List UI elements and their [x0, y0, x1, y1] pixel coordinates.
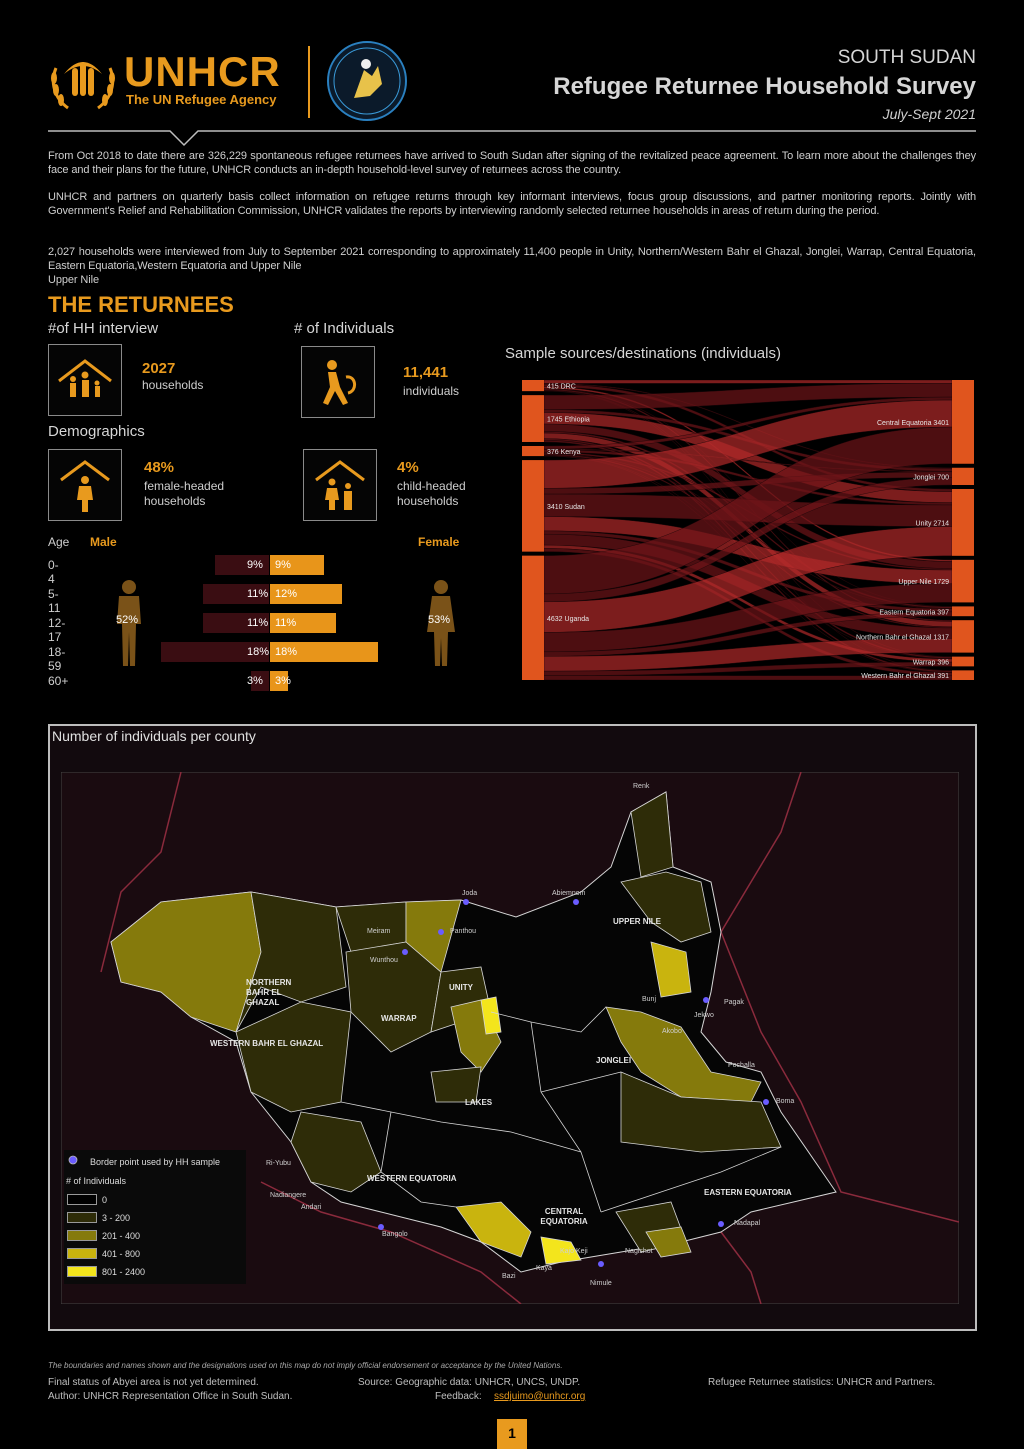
map-legend	[64, 1150, 246, 1284]
walking-person-icon	[302, 347, 374, 417]
pyramid-age-label: 0-4	[48, 558, 59, 586]
sankey-destination-node	[952, 657, 974, 667]
legend-item-label: 0	[102, 1195, 108, 1205]
unhcr-logo	[48, 48, 298, 118]
place-label: Pagak	[724, 999, 744, 1006]
place-label: Nimule	[590, 1280, 612, 1287]
region-label-jonglei: JONGLEI	[596, 1056, 632, 1065]
sankey-destination-node	[952, 468, 974, 485]
legend-border-label: Border point used by HH sample	[90, 1157, 221, 1167]
female-bar-label: 9%	[275, 559, 291, 571]
intro-paragraph-3b: Upper Nile	[48, 274, 99, 286]
legend-item-label: 401 - 800	[102, 1249, 141, 1259]
place-label: Nadiangere	[270, 1192, 307, 1199]
map-disclaimer: The boundaries and names shown and the designations used on this map do not imply official endorsement or acceptance by the United Nations.	[48, 1361, 563, 1370]
sankey-flow	[544, 380, 952, 383]
sankey-destination-node	[952, 489, 974, 556]
region-label-unity: UNITY	[449, 983, 473, 992]
place-label: Ri-Yubu	[266, 1160, 291, 1167]
place-label: Panthou	[450, 928, 477, 935]
female-bar-label: 12%	[275, 588, 298, 600]
sankey-source-label: 415 DRC	[547, 383, 576, 391]
place-label: Wunthou	[370, 957, 398, 964]
border-point-icon	[67, 1154, 79, 1166]
female-bar-label: 18%	[275, 646, 298, 658]
pyramid-age-label: 18-59	[48, 645, 66, 673]
partner-seal-icon	[326, 40, 408, 122]
feedback-label: Feedback:	[435, 1391, 482, 1402]
pyramid-male-heading: Male	[90, 535, 117, 549]
report-period: July-Sept 2021	[882, 106, 976, 122]
male-bar-label: 3%	[247, 675, 263, 687]
region-label-warrap: WARRAP	[381, 1014, 417, 1023]
male-bar-label: 18%	[247, 646, 270, 658]
male-bar-label: 11%	[247, 588, 269, 600]
female-house-icon	[49, 450, 121, 520]
place-label: Nadapal	[734, 1220, 761, 1227]
place-label: Bazi	[502, 1273, 516, 1280]
child-head-icon-box	[303, 449, 377, 521]
hh-count-label: households	[142, 378, 204, 392]
individuals-heading: # of Individuals	[294, 320, 395, 337]
legend-swatch	[67, 1212, 97, 1223]
demographics-heading: Demographics	[48, 423, 145, 440]
place-label: Akobo	[662, 1028, 682, 1035]
place-label: Joda	[462, 890, 478, 897]
header-divider	[308, 46, 310, 118]
child-headed-label-1: child-headed	[397, 479, 466, 493]
region-label-eastern-equatoria: EASTERN EQUATORIA	[704, 1188, 792, 1197]
page-title: Refugee Returnee Household Survey	[553, 73, 976, 100]
female-bar-label: 11%	[275, 617, 297, 629]
sankey-destination-node	[952, 606, 974, 616]
legend-swatch	[67, 1230, 97, 1241]
hh-count: 2027	[142, 360, 176, 377]
header-rule	[48, 128, 978, 148]
individuals-count-label: individuals	[403, 384, 460, 398]
sankey-destination-label: Unity 2714	[915, 520, 949, 528]
sankey-source-label: 3410 Sudan	[547, 503, 585, 511]
sankey-source-label: 4632 Uganda	[547, 615, 590, 623]
male-bar-label: 9%	[247, 559, 263, 571]
place-label: Bangolo	[382, 1231, 408, 1238]
sankey-destination-node	[952, 620, 974, 652]
female-headed-label-2: households	[144, 494, 206, 508]
region-label-western-equatoria: WESTERN EQUATORIA	[367, 1174, 457, 1183]
male-total-pct: 52%	[116, 614, 139, 626]
sankey-destination-label: Jonglei 700	[913, 474, 949, 482]
sankey-destination-label: Northern Bahr el Ghazal 1317	[856, 634, 949, 642]
laurel-people-icon	[48, 48, 118, 114]
page-number: 1	[497, 1419, 527, 1449]
sankey-source-node	[522, 460, 544, 552]
sankey-destination-label: Central Equatoria 3401	[877, 419, 949, 427]
legend-item-label: 201 - 400	[102, 1231, 141, 1241]
sankey-source-node	[522, 556, 544, 680]
place-label: Meiram	[367, 928, 391, 935]
place-label: Abiemnom	[552, 890, 586, 897]
female-head-icon-box	[48, 449, 122, 521]
place-label: Nagishot	[625, 1248, 653, 1255]
household-icon-box	[48, 344, 122, 416]
legend-swatch	[67, 1266, 97, 1277]
feedback-email-link[interactable]: ssdjuimo@unhcr.org	[494, 1391, 586, 1402]
place-label: Andari	[301, 1204, 322, 1211]
place-label: Renk	[633, 783, 650, 790]
sankey-title: Sample sources/destinations (individuals)	[505, 345, 781, 362]
legend-item-label: 3 - 200	[102, 1213, 131, 1223]
pyramid-age-label: 60+	[48, 674, 69, 688]
place-label: Jekwo	[694, 1012, 714, 1019]
region-label-western-bahr-el-ghazal: WESTERN BAHR EL GHAZAL	[210, 1039, 324, 1048]
place-label: Pochalla	[728, 1062, 755, 1069]
source-note: Source: Geographic data: UNHCR, UNCS, UNDP.	[358, 1377, 581, 1388]
sankey-destination-label: Warrap 396	[912, 659, 949, 667]
org-tagline: The UN Refugee Agency	[126, 92, 277, 107]
legend-swatch	[67, 1194, 97, 1205]
country-label: SOUTH SUDAN	[837, 47, 976, 68]
org-name: UNHCR	[124, 48, 281, 95]
female-total-pct: 53%	[428, 614, 451, 626]
stats-source-note: Refugee Returnee statistics: UNHCR and Partners.	[708, 1377, 936, 1388]
place-label: Boma	[776, 1098, 795, 1105]
place-label: Bunj	[642, 996, 657, 1003]
sankey-source-node	[522, 395, 544, 442]
sankey-destination-label: Eastern Equatoria 397	[879, 609, 949, 617]
legend-title: # of Individuals	[66, 1176, 127, 1186]
region-label-central-equatoria: CENTRAL EQUATORIA	[540, 1207, 588, 1226]
sankey-destination-label: Upper Nile 1729	[898, 579, 949, 587]
female-bar-label: 3%	[275, 675, 291, 687]
intro-paragraph-2: UNHCR and partners on quarterly basis collect information on refugee returns through key informant interviews, focus group discussions, and partner monitoring reports. Jointly with Government's Relief and Rehabilitation Commission, UNHCR validates the reports by interviewing randomly selected returnee households in areas of return during the period.	[48, 191, 976, 217]
sankey-destination-node	[952, 670, 974, 680]
intro-paragraph-1: From Oct 2018 to date there are 326,229 spontaneous refugee returnees have arrived to South Sudan after signing of the revitalized peace agreement. To learn more about the challenges they face and their plans for the future, UNHCR conducts an in-depth household-level survey of returnees across the country.	[48, 150, 976, 176]
abyei-note: Final status of Abyei area is not yet determined.	[48, 1377, 259, 1388]
child-headed-pct: 4%	[397, 459, 419, 476]
children-house-icon	[304, 450, 376, 520]
sankey-source-node	[522, 380, 544, 391]
female-headed-label-1: female-headed	[144, 479, 225, 493]
sankey-destination-node	[952, 380, 974, 464]
sankey-source-node	[522, 446, 544, 456]
family-house-icon	[49, 345, 121, 415]
pyramid-age-heading: Age	[48, 535, 70, 549]
individuals-icon-box	[301, 346, 375, 418]
child-headed-label-2: households	[397, 494, 459, 508]
place-label: Kaya	[536, 1265, 552, 1272]
sankey-source-label: 1745 Ethiopia	[547, 416, 590, 424]
hh-heading: #of HH interview	[48, 320, 159, 337]
legend-swatch	[67, 1248, 97, 1259]
legend-item-label: 801 - 2400	[102, 1267, 146, 1277]
region-label-lakes: LAKES	[465, 1098, 493, 1107]
pyramid-female-heading: Female	[418, 535, 460, 549]
map-title: Number of individuals per county	[52, 728, 256, 744]
section-title: THE RETURNEES	[48, 292, 234, 317]
place-label: Kajo Keji	[560, 1248, 588, 1255]
sankey-destination-node	[952, 560, 974, 603]
intro-paragraph-3: 2,027 households were interviewed from July to September 2021 corresponding to approximately 11,400 people in Unity, Northern/Western Bahr el Ghazal, Jonglei, Warrap, Central Equatoria, Eastern Equatoria,Western Equatoria and Upper Nile	[48, 246, 976, 272]
region-label-upper-nile: UPPER NILE	[613, 917, 662, 926]
sankey-destination-label: Western Bahr el Ghazal 391	[861, 673, 949, 680]
male-bar-label: 11%	[247, 617, 269, 629]
pyramid-age-label: 5-11	[48, 587, 61, 615]
pyramid-age-label: 12-17	[48, 616, 66, 644]
region-label-northern-bahr-el-ghazal: NORTHERN BAHR EL GHAZAL	[246, 978, 292, 1007]
sankey-chart	[522, 380, 974, 680]
individuals-count: 11,441	[403, 364, 449, 381]
sankey-source-label: 376 Kenya	[547, 449, 581, 457]
author-note: Author: UNHCR Representation Office in South Sudan.	[48, 1391, 293, 1402]
female-headed-pct: 48%	[144, 459, 175, 476]
